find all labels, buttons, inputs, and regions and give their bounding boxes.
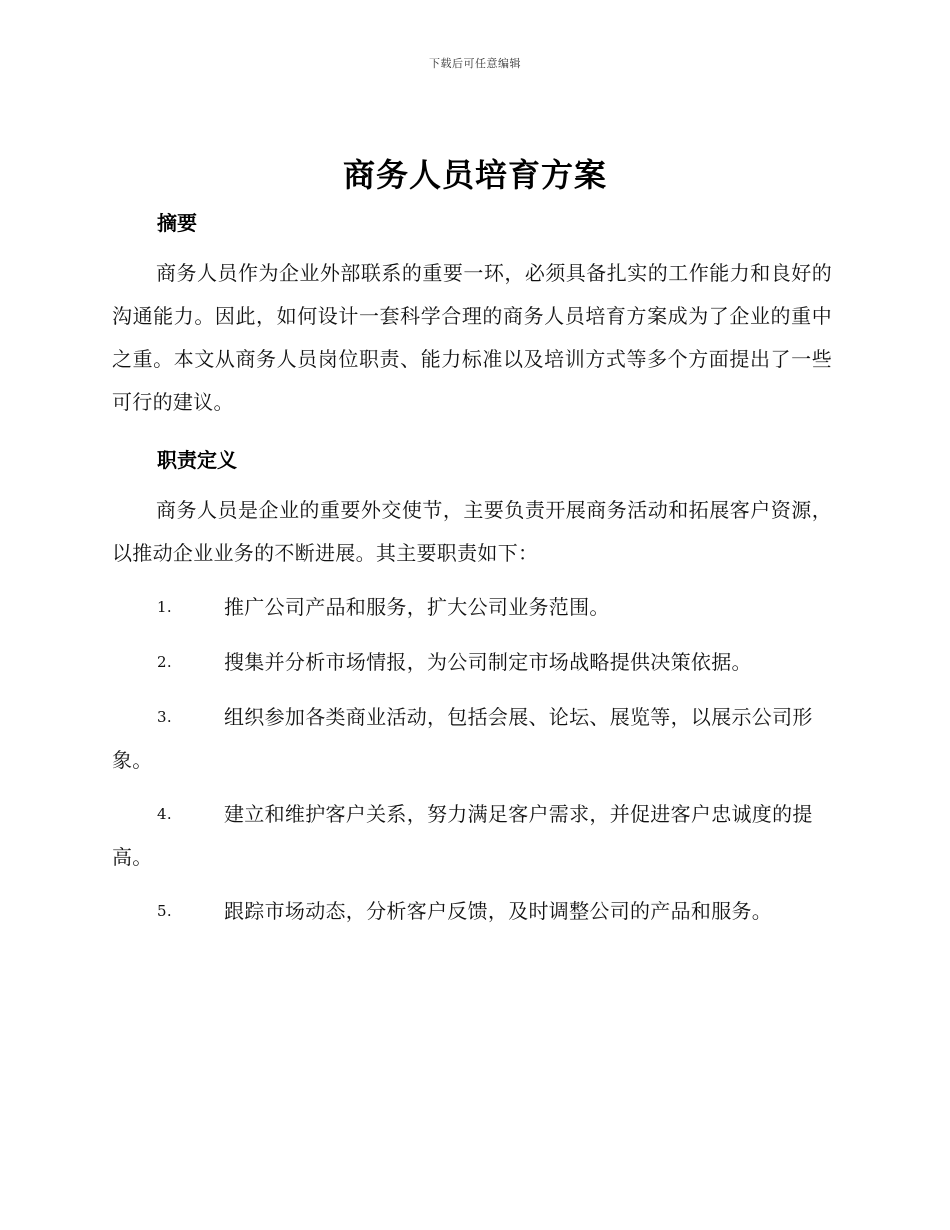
duties-intro-paragraph: 商务人员是企业的重要外交使节，主要负责开展商务活动和拓展客户资源，以推动企业业务的不断进展。其主要职责如下： [112, 498, 832, 565]
header-note: 下载后可任意编辑 [429, 57, 521, 70]
list-item [112, 696, 832, 782]
list-item-number: 3. [157, 708, 172, 726]
list-item-text: 搜集并分析市场情报，为公司制定市场战略提供决策依据。 [224, 650, 752, 674]
document-title: 商务人员培育方案 [342, 156, 607, 194]
duties-heading: 职责定义 [157, 448, 237, 472]
list-item-number: 5. [157, 902, 172, 920]
list-item-number: 1. [157, 598, 172, 616]
list-item-number: 2. [157, 653, 172, 671]
list-item-number: 4. [157, 805, 172, 823]
list-item-text: 跟踪市场动态，分析客户反馈，及时调整公司的产品和服务。 [224, 899, 773, 923]
list-item [112, 641, 832, 684]
list-item [112, 890, 832, 933]
list-item-text: 组织参加各类商业活动，包括会展、论坛、展览等，以展示公司形象。 [112, 705, 813, 772]
list-item-text: 建立和维护客户关系，努力满足客户需求，并促进客户忠诚度的提高。 [112, 802, 813, 869]
list-item-text: 推广公司产品和服务，扩大公司业务范围。 [224, 595, 610, 619]
list-item [112, 793, 832, 879]
abstract-heading: 摘要 [157, 211, 197, 235]
abstract-paragraph: 商务人员作为企业外部联系的重要一环，必须具备扎实的工作能力和良好的沟通能力。因此，如何设计一套科学合理的商务人员培育方案成为了企业的重中之重。本文从商务人员岗位职责、能力标准以及培训方式等多个方面提出了一些可行的建议。 [112, 261, 832, 414]
list-item [112, 586, 832, 629]
